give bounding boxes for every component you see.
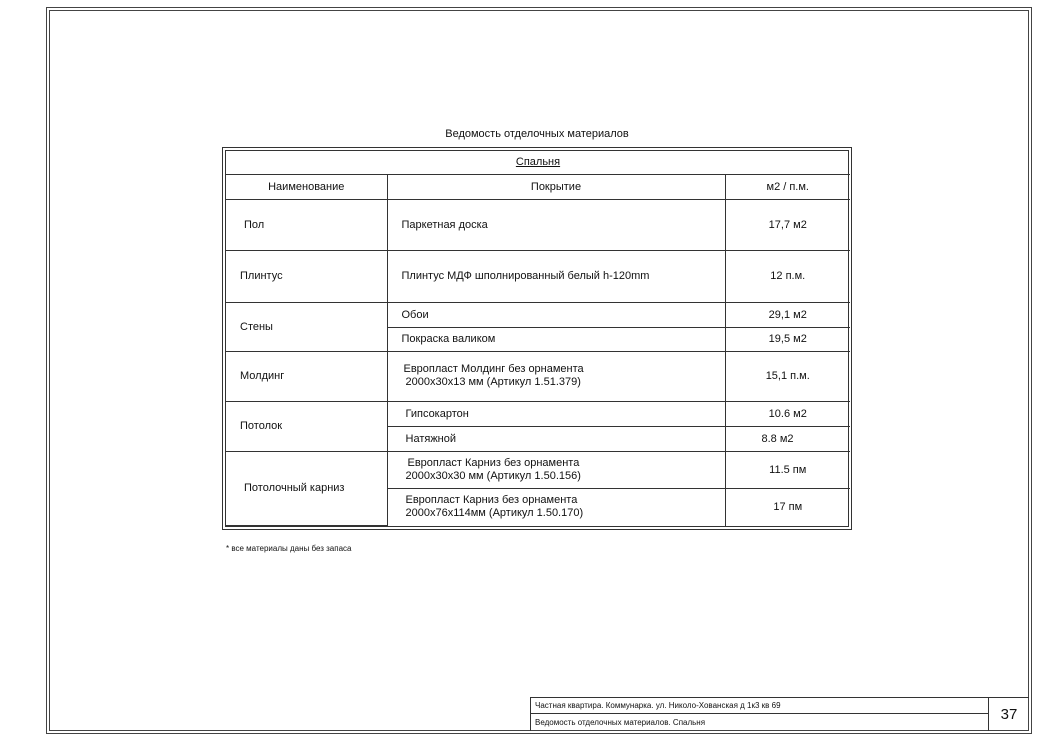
row-qty: 10.6 м2 [725,401,850,426]
covering-line1: Европласт Карниз без орнамента [405,494,578,507]
table-row [226,451,850,488]
row-covering [387,351,725,401]
row-qty: 19,5 м2 [725,327,850,351]
covering-line1: Европласт Молдинг без орнамента [403,363,584,376]
stamp-sheet-title: Ведомость отделочных материалов. Спальня [531,714,989,731]
table-row [226,302,850,327]
row-name: Потолочный карниз [226,451,387,525]
row-name: Пол [226,199,387,250]
row-qty: 15,1 п.м. [725,351,850,401]
row-qty: 29,1 м2 [725,302,850,327]
row-covering: Паркетная доска [387,199,725,250]
row-covering [387,488,725,525]
covering-line2: 2000х30х13 мм (Артикул 1.51.379) [405,376,581,389]
table-row [226,351,850,401]
covering-line1: Европласт Карниз без орнамента [407,456,580,469]
row-covering: Натяжной [387,426,725,451]
page-number: 37 [1000,706,1018,723]
header-name: Наименование [226,174,387,199]
row-qty: 17 пм [725,488,850,525]
covering-line2: 2000х30х30 мм (Артикул 1.50.156) [405,469,581,482]
covering-line2: 2000х76х114мм (Артикул 1.50.170) [405,507,584,520]
row-qty: 17,7 м2 [725,199,850,250]
title-block [530,697,1029,731]
table-row [226,199,850,250]
header-unit: м2 / п.м. [725,174,850,199]
table-row [226,401,850,426]
row-qty: 12 п.м. [725,250,850,302]
row-covering [387,451,725,488]
row-name: Стены [226,302,387,351]
row-name: Плинтус [226,250,387,302]
row-qty: 8.8 м2 [725,426,850,451]
footnote: * все материалы даны без запаса [226,544,352,553]
row-covering: Покраска валиком [387,327,725,351]
stamp-project: Частная квартира. Коммунарка. ул. Николо-Хованская д 1к3 кв 69 [531,698,989,714]
row-covering: Обои [387,302,725,327]
row-name: Молдинг [226,351,387,401]
header-covering: Покрытие [387,174,725,199]
row-covering: Гипсокартон [387,401,725,426]
room-title: Спальня [226,151,850,174]
row-qty: 11.5 пм [725,451,850,488]
row-covering: Плинтус МДФ шполнированный белый h-120mm [387,250,725,302]
document-title: Ведомость отделочных материалов [445,128,629,140]
materials-table [222,147,852,530]
table-row [226,250,850,302]
row-name: Потолок [226,401,387,451]
